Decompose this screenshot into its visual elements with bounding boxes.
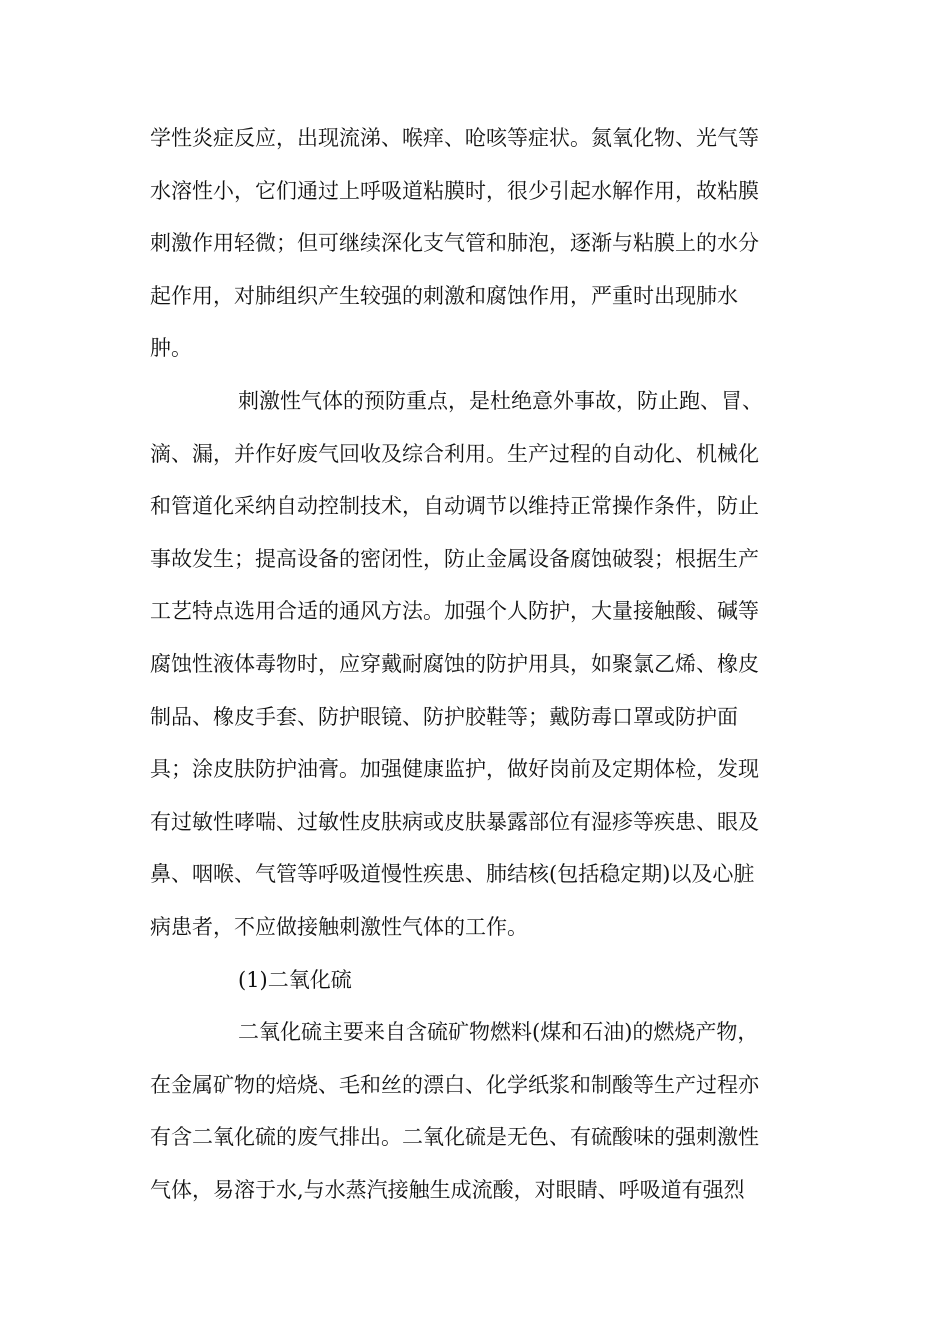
paragraph-first-line: 刺激性气体的预防重点，是杜绝意外事故，防止跑、冒、: [238, 388, 763, 413]
text-line: 水溶性小，它们通过上呼吸道粘膜时，很少引起水解作用，故粘膜: [150, 178, 759, 203]
text-line: 刺激作用轻微；但可继续深化支气管和肺泡，逐渐与粘膜上的水分: [150, 231, 759, 256]
body-text: [150, 118, 810, 1222]
text-line: 学性炎症反应，出现流涕、喉痒、呛咳等症状。氮氧化物、光气等: [150, 126, 759, 150]
text-line: 鼻、咽喉、气管等呼吸道慢性疾患、肺结核(包括稳定期)以及心脏: [150, 862, 755, 887]
text-line: 病患者，不应做接触刺激性气体的工作。: [150, 914, 528, 939]
text-line: 制品、橡皮手套、防护眼镜、防护胶鞋等；戴防毒口罩或防护面: [150, 704, 738, 729]
text-line: 起作用，对肺组织产生较强的刺激和腐蚀作用，严重时出现肺水: [150, 283, 738, 308]
text-line: 气体，易溶于水,与水蒸汽接触生成流酸，对眼睛、呼吸道有强烈: [150, 1177, 745, 1202]
text-line: 滴、漏，并作好废气回收及综合利用。生产过程的自动化、机械化: [150, 441, 759, 466]
text-line: 肿。: [150, 336, 192, 361]
text-line: 具；涂皮肤防护油膏。加强健康监护，做好岗前及定期体检，发现: [150, 757, 759, 782]
section-heading: (1)二氧化硫: [238, 967, 352, 992]
text-line: 有过敏性哮喘、过敏性皮肤病或皮肤暴露部位有湿疹等疾患、眼及: [150, 809, 759, 834]
text-line: 和管道化采纳自动控制技术，自动调节以维持正常操作条件，防止: [150, 494, 759, 519]
text-line: 腐蚀性液体毒物时，应穿戴耐腐蚀的防护用具，如聚氯乙烯、橡皮: [150, 651, 759, 676]
text-line: 工艺特点选用合适的通风方法。加强个人防护，大量接触酸、碱等: [150, 599, 759, 624]
text-line: 事故发生；提高设备的密闭性，防止金属设备腐蚀破裂；根据生产: [150, 546, 759, 571]
paragraph-first-line: 二氧化硫主要来自含硫矿物燃料(煤和石油)的燃烧产物，: [238, 1020, 759, 1045]
text-line: 在金属矿物的焙烧、毛和丝的漂白、化学纸浆和制酸等生产过程亦: [150, 1072, 759, 1097]
text-line: 有含二氧化硫的废气排出。二氧化硫是无色、有硫酸味的强刺激性: [150, 1125, 759, 1150]
